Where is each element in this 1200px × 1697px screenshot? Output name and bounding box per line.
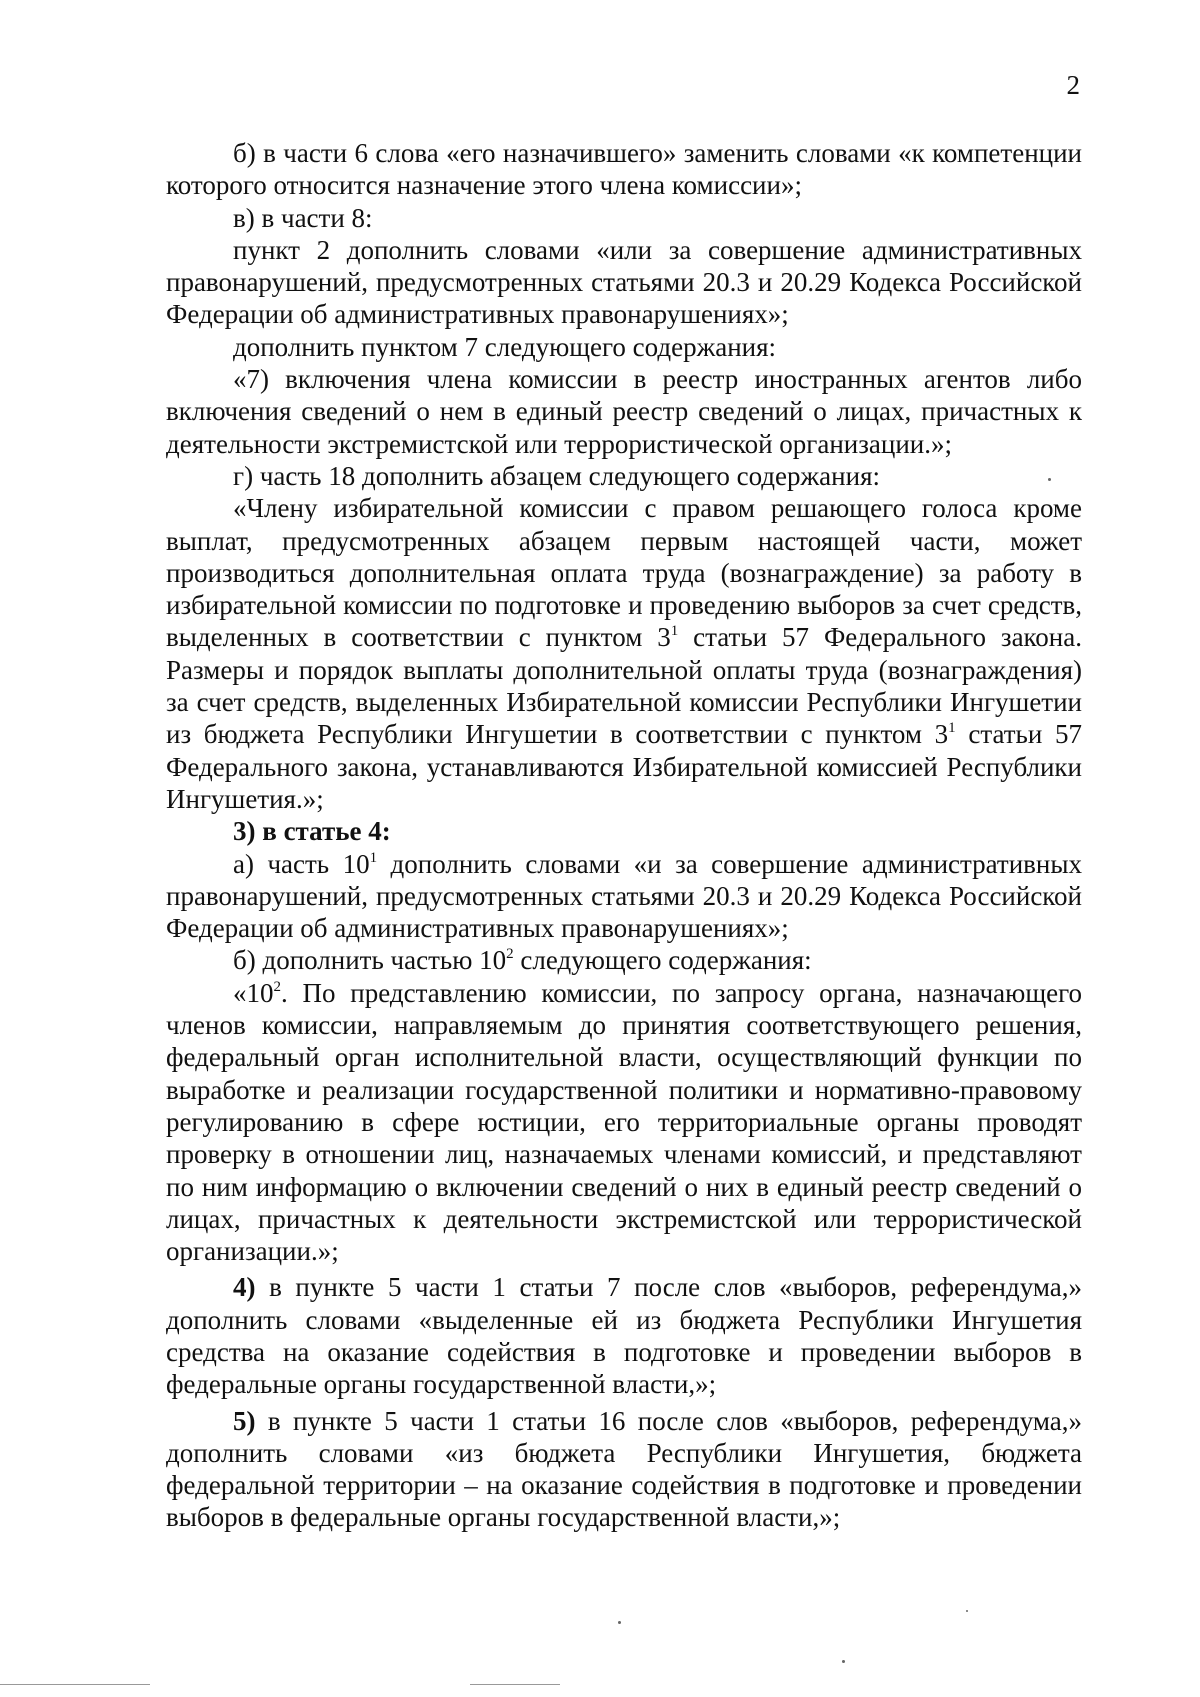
text-segment: следующего содержания: [513, 945, 812, 976]
paragraph-a-part10-1 [166, 848, 1082, 945]
text-segment: статьи 57 Федерального закона, устанавливаются Избирательной комиссией Республики Ингушетия.»; [166, 719, 1082, 814]
paragraph-g-part18: г) часть 18 дополнить абзацем следующего содержания: [233, 460, 880, 491]
scan-edge-line [470, 1684, 560, 1685]
text-segment: статьи 57 Федерального закона. Размеры и порядок выплаты дополнительной оплаты труда (вознаграждения) за счет средств, выделенных Избирательной комиссии Республики Ингушетии из бюджета Республики Ингушетии в соответствии с пунктом 3 [166, 622, 1082, 750]
document-body [166, 137, 1082, 1534]
text-segment: дополнить словами «и за совершение административных правонарушений, предусмотренных статьями 20.3 и 20.29 Кодекса Российской Федерации об административных правонарушениях»; [166, 848, 1083, 944]
text-segment: в пункте 5 части 1 статьи 7 после слов «выборов, референдума,» дополнить словами «выделенные ей из бюджета Республики Ингушетия средства на оказание содействия в подготовке и проведении выборов в федеральные органы государственной власти,»; [166, 1272, 1082, 1400]
text-segment: б) дополнить частью 10 [233, 945, 507, 976]
paragraph-v-part8: в) в части 8: [233, 202, 373, 233]
superscript: 1 [369, 849, 378, 866]
section-heading-article4 [166, 815, 1082, 847]
paragraph-b-part6: б) в части 6 слова «его назначившего» заменить словами «к компетенции которого относится назначение этого члена комиссии»; [166, 138, 1082, 201]
paragraph-part18-text [166, 492, 1082, 815]
paragraph-part10-2-text [166, 977, 1082, 1268]
superscript: 2 [273, 978, 281, 995]
paragraph-b-part10-2 [166, 944, 1082, 976]
superscript: 2 [506, 946, 514, 963]
text-segment: . По представлению комиссии, по запросу органа, назначающего членов комиссии, направляемым до принятия соответствующего решения, федеральный орган исполнительной власти, осуществляющий функции по выработке и реализации государственной политики и нормативно-правовому регулированию в сфере юстиции, его территориальные органы проводят проверку в отношении лиц, назначаемых членами комиссий, и представляют по ним информацию о включении сведений о них в единый реестр сведений о лицах, причастных к деятельности экстремистской или террористической организации.»; [166, 977, 1082, 1267]
scan-speck [966, 1610, 968, 1612]
text-segment: в пункте 5 части 1 статьи 16 после слов «выборов, референдума,» дополнить словами «из бюджета Республики Ингушетия, бюджета федеральной территории – на оказание содействия в подготовке и проведении выборов в федеральные органы государственной власти,»; [166, 1405, 1082, 1533]
page-number: 2 [1066, 70, 1080, 100]
item-number: 4) [233, 1272, 256, 1303]
paragraph-item5 [166, 1405, 1082, 1534]
scan-edge-line [0, 1684, 150, 1685]
item-number: 5) [233, 1405, 256, 1436]
bold-heading: 3) в статье 4: [233, 816, 391, 847]
scan-speck [842, 1660, 845, 1663]
paragraph-point7-text: «7) включения члена комиссии в реестр иностранных агентов либо включения сведений о нем в единый реестр сведений о лицах, причастных к деятельности экстремистской или террористической организации.»; [166, 364, 1082, 459]
paragraph-item4 [166, 1271, 1082, 1400]
paragraph-add-point7: дополнить пунктом 7 следующего содержания: [233, 331, 777, 362]
scan-speck [1048, 478, 1051, 481]
superscript: 1 [670, 623, 679, 640]
text-segment: «10 [233, 977, 274, 1008]
scan-speck [618, 1621, 621, 1624]
paragraph-point2: пункт 2 дополнить словами «или за совершение административных правонарушений, предусмотренных статьями 20.3 и 20.29 Кодекса Российской Федерации об административных правонарушениях»; [166, 234, 1082, 330]
superscript: 1 [948, 720, 956, 737]
text-segment: «Члену избирательной комиссии с правом решающего голоса кроме выплат, предусмотренных абзацем первым настоящей части, может производиться дополнительная оплата труда (вознаграждение) за работу в избирательной комиссии по подготовке и проведению выборов за счет средств, выделенных в соответствии с пунктом 3 [166, 493, 1082, 653]
text-segment: а) часть 10 [233, 848, 370, 879]
